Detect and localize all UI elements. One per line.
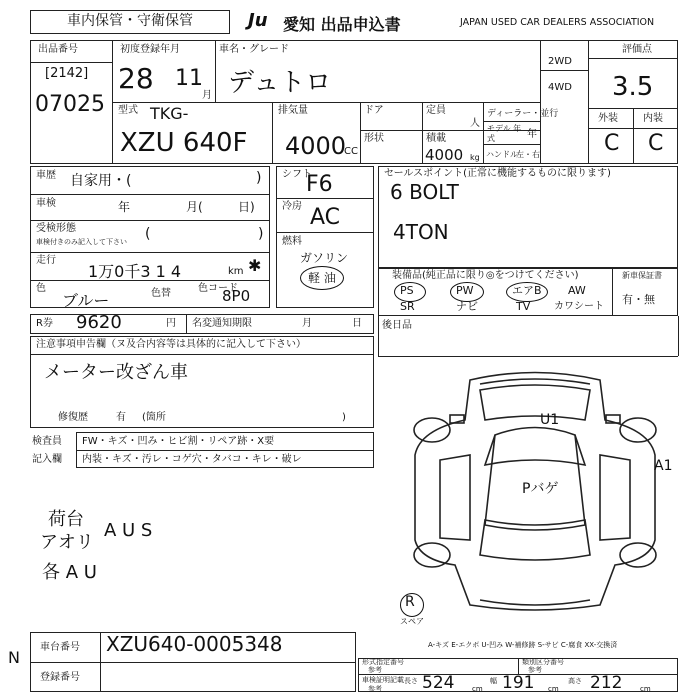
note-line-3: 各 A U bbox=[42, 562, 97, 583]
color-label: 色 bbox=[36, 283, 46, 294]
repair-history-label: 修復歴 bbox=[58, 412, 88, 423]
inspection-month: 月( bbox=[186, 200, 203, 214]
width-label: 幅 bbox=[490, 677, 497, 685]
margin-mark: N bbox=[8, 648, 20, 667]
model-type-label: 型式 bbox=[118, 105, 138, 116]
mileage-label: 走行 bbox=[36, 255, 56, 266]
rating-label: 評価点 bbox=[622, 44, 652, 55]
inspection-day: 日) bbox=[238, 200, 255, 214]
color-code-label: 色コード bbox=[198, 283, 238, 294]
registration-label: 登録番号 bbox=[40, 672, 80, 683]
sales-point-1: 6 BOLT bbox=[390, 180, 459, 204]
note-line-2-suffix: A U S bbox=[104, 520, 153, 541]
diagram-mark-pa: Pバゲ bbox=[522, 481, 559, 497]
color-code-value: 8P0 bbox=[222, 287, 251, 305]
tax-month: 月 bbox=[302, 318, 312, 329]
ju-logo: Ju bbox=[248, 10, 268, 31]
equip-pw: PW bbox=[456, 284, 474, 297]
history-close: ) bbox=[256, 170, 262, 186]
equip-tv: TV bbox=[516, 300, 531, 313]
width-value: 191 bbox=[502, 673, 535, 693]
diesel-circle-mark bbox=[300, 266, 344, 290]
capacity-label: 定員 bbox=[426, 105, 446, 116]
model-name-value: デュトロ bbox=[228, 68, 332, 98]
model-year-label: モデル 年式 bbox=[487, 124, 522, 143]
fuel-diesel: 軽 油 bbox=[308, 271, 336, 285]
interior-grade: C bbox=[648, 131, 664, 156]
lot-number: 07025 bbox=[35, 92, 105, 117]
model-type-value: XZU 640F bbox=[120, 128, 248, 158]
aircon-label: 冷房 bbox=[282, 201, 302, 212]
class-number-ref: 参考 bbox=[528, 666, 542, 674]
lot-sub-number: [2142] bbox=[45, 66, 89, 81]
drive-4wd: 4WD bbox=[548, 82, 572, 93]
height-label: 高さ bbox=[568, 677, 582, 685]
exterior-label: 外装 bbox=[598, 113, 618, 124]
dealer-label: ディーラー・並行 bbox=[487, 109, 559, 119]
color-value: ブルー bbox=[62, 291, 110, 310]
drive-2wd: 2WD bbox=[548, 56, 572, 67]
history-label: 車歴 bbox=[36, 170, 56, 181]
exterior-grade: C bbox=[604, 131, 620, 156]
load-unit: kg bbox=[470, 153, 480, 162]
diagram-mark-a1: A1 bbox=[654, 458, 673, 474]
handle-options: 左・右 bbox=[516, 150, 540, 159]
ps-circle-mark bbox=[394, 282, 426, 302]
notice-label: 注意事項申告欄（ヌ及合内容等は具体的に記入して下さい） bbox=[36, 339, 306, 350]
first-registration-label: 初度登録年月 bbox=[120, 44, 180, 55]
tax-label: 名変通知期限 bbox=[192, 318, 252, 329]
warranty-label: 新車保証書 bbox=[622, 271, 662, 280]
fuel-label: 燃料 bbox=[282, 236, 302, 247]
inspection-year: 年 bbox=[118, 200, 131, 214]
doors-label: ドア bbox=[364, 105, 384, 116]
aircon-value: AC bbox=[310, 205, 341, 230]
form-title: 愛知 出品申込書 bbox=[283, 15, 401, 34]
class-number-label: 類別区分番号 bbox=[522, 658, 564, 666]
length-label: 長さ bbox=[404, 677, 418, 685]
equip-airbag: エアB bbox=[512, 284, 542, 297]
airbag-circle-mark bbox=[506, 282, 548, 302]
acceptance-close: ) bbox=[258, 226, 264, 242]
month-unit: 月 bbox=[202, 90, 212, 101]
equip-ps: PS bbox=[400, 284, 414, 297]
acceptance-note: 車検付きのみ記入して下さい bbox=[36, 238, 127, 246]
chassis-value: XZU640-0005348 bbox=[106, 632, 283, 656]
shape-number-ref: 参考 bbox=[368, 666, 382, 674]
history-value: 自家用・( bbox=[70, 173, 132, 189]
spare-label: スペア bbox=[400, 617, 424, 626]
storage-type-box: 車内保管・守衛保管 bbox=[30, 10, 230, 34]
entry-items: 内装・キズ・汚レ・コゲ穴・タバコ・キレ・破レ bbox=[82, 454, 302, 465]
displacement-value: 4000 bbox=[285, 132, 347, 160]
height-value: 212 bbox=[590, 673, 623, 693]
shape-label: 形状 bbox=[364, 133, 384, 144]
equipment-label: 装備品(純正品に限り◎をつけてください) bbox=[392, 270, 579, 281]
recycle-unit: 円 bbox=[166, 318, 176, 329]
repair-history-place: (箇所 bbox=[142, 412, 166, 423]
color-change-label: 色替 bbox=[151, 288, 171, 299]
length-unit: cm bbox=[472, 685, 483, 693]
tax-day: 日 bbox=[352, 318, 362, 329]
equip-sr: SR bbox=[400, 300, 415, 313]
after-items-label: 後日品 bbox=[382, 320, 412, 331]
pw-circle-mark bbox=[450, 282, 484, 302]
sales-point-2: 4TON bbox=[393, 220, 449, 244]
damage-legend: A-キズ E-エクボ U-凹み W-補修跡 S-サビ C-腐食 XX-交換済 bbox=[428, 641, 618, 649]
model-type-prefix: TKG- bbox=[150, 104, 189, 123]
association-name: JAPAN USED CAR DEALERS ASSOCIATION bbox=[460, 17, 655, 28]
capacity-unit: 人 bbox=[470, 118, 480, 129]
mileage-mark: ✱ bbox=[248, 256, 262, 275]
equip-aw: AW bbox=[568, 284, 586, 297]
entry-label: 記入欄 bbox=[32, 454, 62, 465]
width-unit: cm bbox=[548, 685, 559, 693]
load-label: 積載 bbox=[426, 133, 446, 144]
inspector-label: 検査員 bbox=[32, 436, 62, 447]
displacement-unit: CC bbox=[344, 146, 358, 157]
handle-label: ハンドル bbox=[486, 150, 518, 159]
warranty-options: 有・無 bbox=[622, 293, 655, 306]
equip-seat: カワシート bbox=[554, 301, 604, 312]
diagram-mark-u1: U1 bbox=[540, 412, 560, 428]
rating-value: 3.5 bbox=[612, 72, 654, 102]
first-registration-year: 28 bbox=[118, 62, 154, 95]
shift-value: F6 bbox=[306, 172, 333, 197]
fuel-gasoline: ガソリン bbox=[300, 251, 349, 265]
repair-history-value: 有 bbox=[116, 412, 126, 423]
mileage-value: 1万0千3 1 4 bbox=[88, 262, 182, 281]
repair-history-close: ) bbox=[342, 412, 346, 423]
equip-navi: ナビ bbox=[456, 300, 478, 313]
cert-label: 車検証明記載 bbox=[362, 676, 404, 684]
interior-label: 内装 bbox=[643, 113, 663, 124]
sales-points-label: セールスポイント(正常に機能するものに限ります) bbox=[384, 168, 611, 179]
notice-value: メーター改ざん車 bbox=[44, 362, 188, 383]
first-registration-month: 11 bbox=[175, 66, 203, 91]
load-value: 4000 bbox=[425, 146, 464, 164]
note-line-2: アオリ bbox=[40, 532, 94, 553]
height-unit: cm bbox=[640, 685, 651, 693]
acceptance-label: 受検形態 bbox=[36, 223, 76, 234]
inspector-items: FW・キズ・凹み・ヒビ割・リペア跡・X要 bbox=[82, 436, 275, 447]
shift-label: シフト bbox=[282, 169, 312, 180]
chassis-label: 車台番号 bbox=[40, 642, 80, 653]
mileage-unit: km bbox=[228, 266, 244, 277]
recycle-value: 9620 bbox=[76, 312, 122, 333]
recycle-label: R券 bbox=[36, 318, 53, 329]
spare-mark: R bbox=[405, 594, 415, 610]
model-year-unit: 年 bbox=[527, 129, 537, 140]
length-value: 524 bbox=[422, 673, 455, 693]
model-name-label: 車名・グレード bbox=[219, 44, 289, 55]
cert-ref: 参考 bbox=[368, 685, 382, 693]
acceptance-open: ( bbox=[145, 226, 151, 242]
shape-number-label: 形式指定番号 bbox=[362, 658, 404, 666]
inspection-label: 車検 bbox=[36, 198, 56, 209]
note-line-1: 荷台 bbox=[48, 509, 84, 530]
lot-label: 出品番号 bbox=[38, 44, 78, 55]
displacement-label: 排気量 bbox=[278, 105, 308, 116]
